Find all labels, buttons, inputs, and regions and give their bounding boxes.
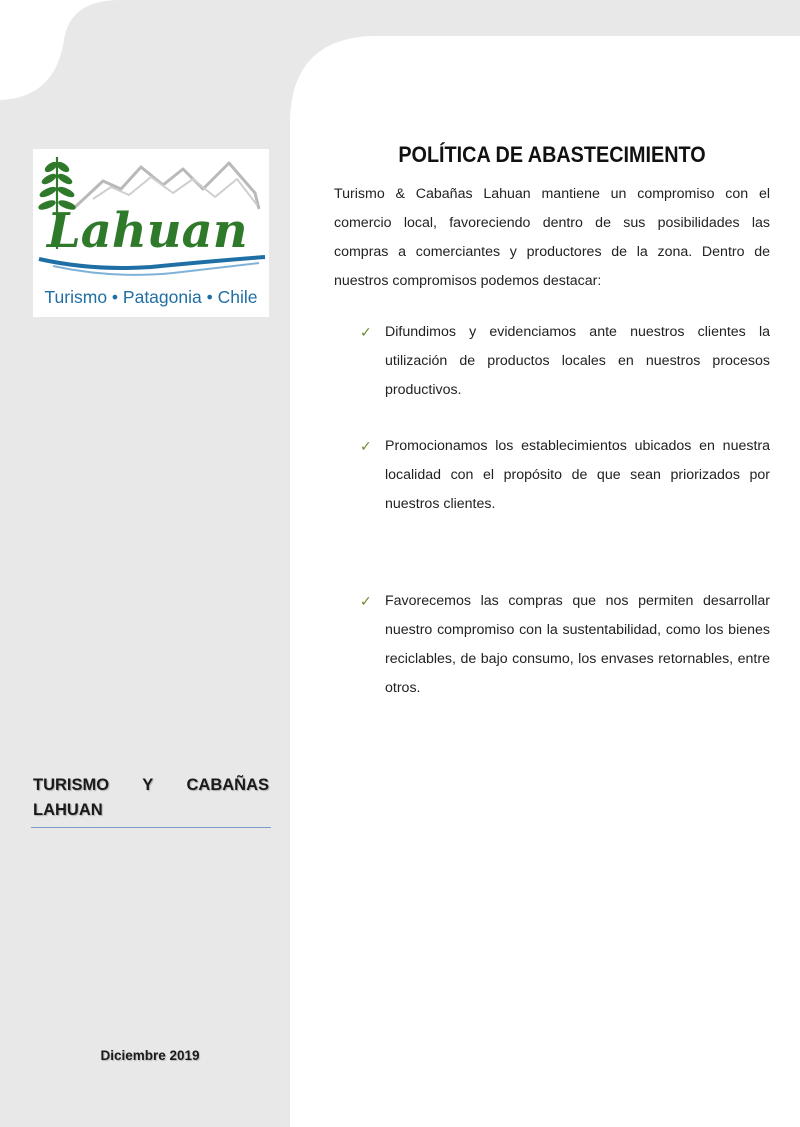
logo-tagline: Turismo • Patagonia • Chile [44,287,258,307]
list-item-text: Promocionamos los establecimientos ubicados en nuestra localidad con el propósito de que sean priorizados por nuestros clientes. [385,438,770,512]
checkmark-icon: ✓ [360,593,372,609]
lahuan-logo [33,149,269,317]
company-name: TURISMO Y CABAÑAS LAHUAN [33,776,269,819]
list-item-text: Favorecemos las compras que nos permiten desarrollar nuestro compromiso con la sustentabilidad, como los bienes reciclables, de bajo consumo, los envases retornables, entre otros. [385,593,770,696]
logo-wordmark: Lahuan [47,203,248,259]
company-divider [31,827,271,828]
checkmark-icon: ✓ [360,324,372,340]
checkmark-icon: ✓ [360,438,372,454]
intro-paragraph: Turismo & Cabañas Lahuan mantiene un compromiso con el comercio local, favoreciendo dentro de sus posibilidades las compras a comerciantes y productores de la zona. Dentro de nuestros compromisos podemos destacar: [334,186,770,289]
page-title: POLÍTICA DE ABASTECIMIENTO [398,142,706,167]
list-item-text: Difundimos y evidenciamos ante nuestros clientes la utilización de productos locales en nuestros procesos productivos. [385,324,770,398]
document-date: Diciembre 2019 [100,1048,200,1063]
